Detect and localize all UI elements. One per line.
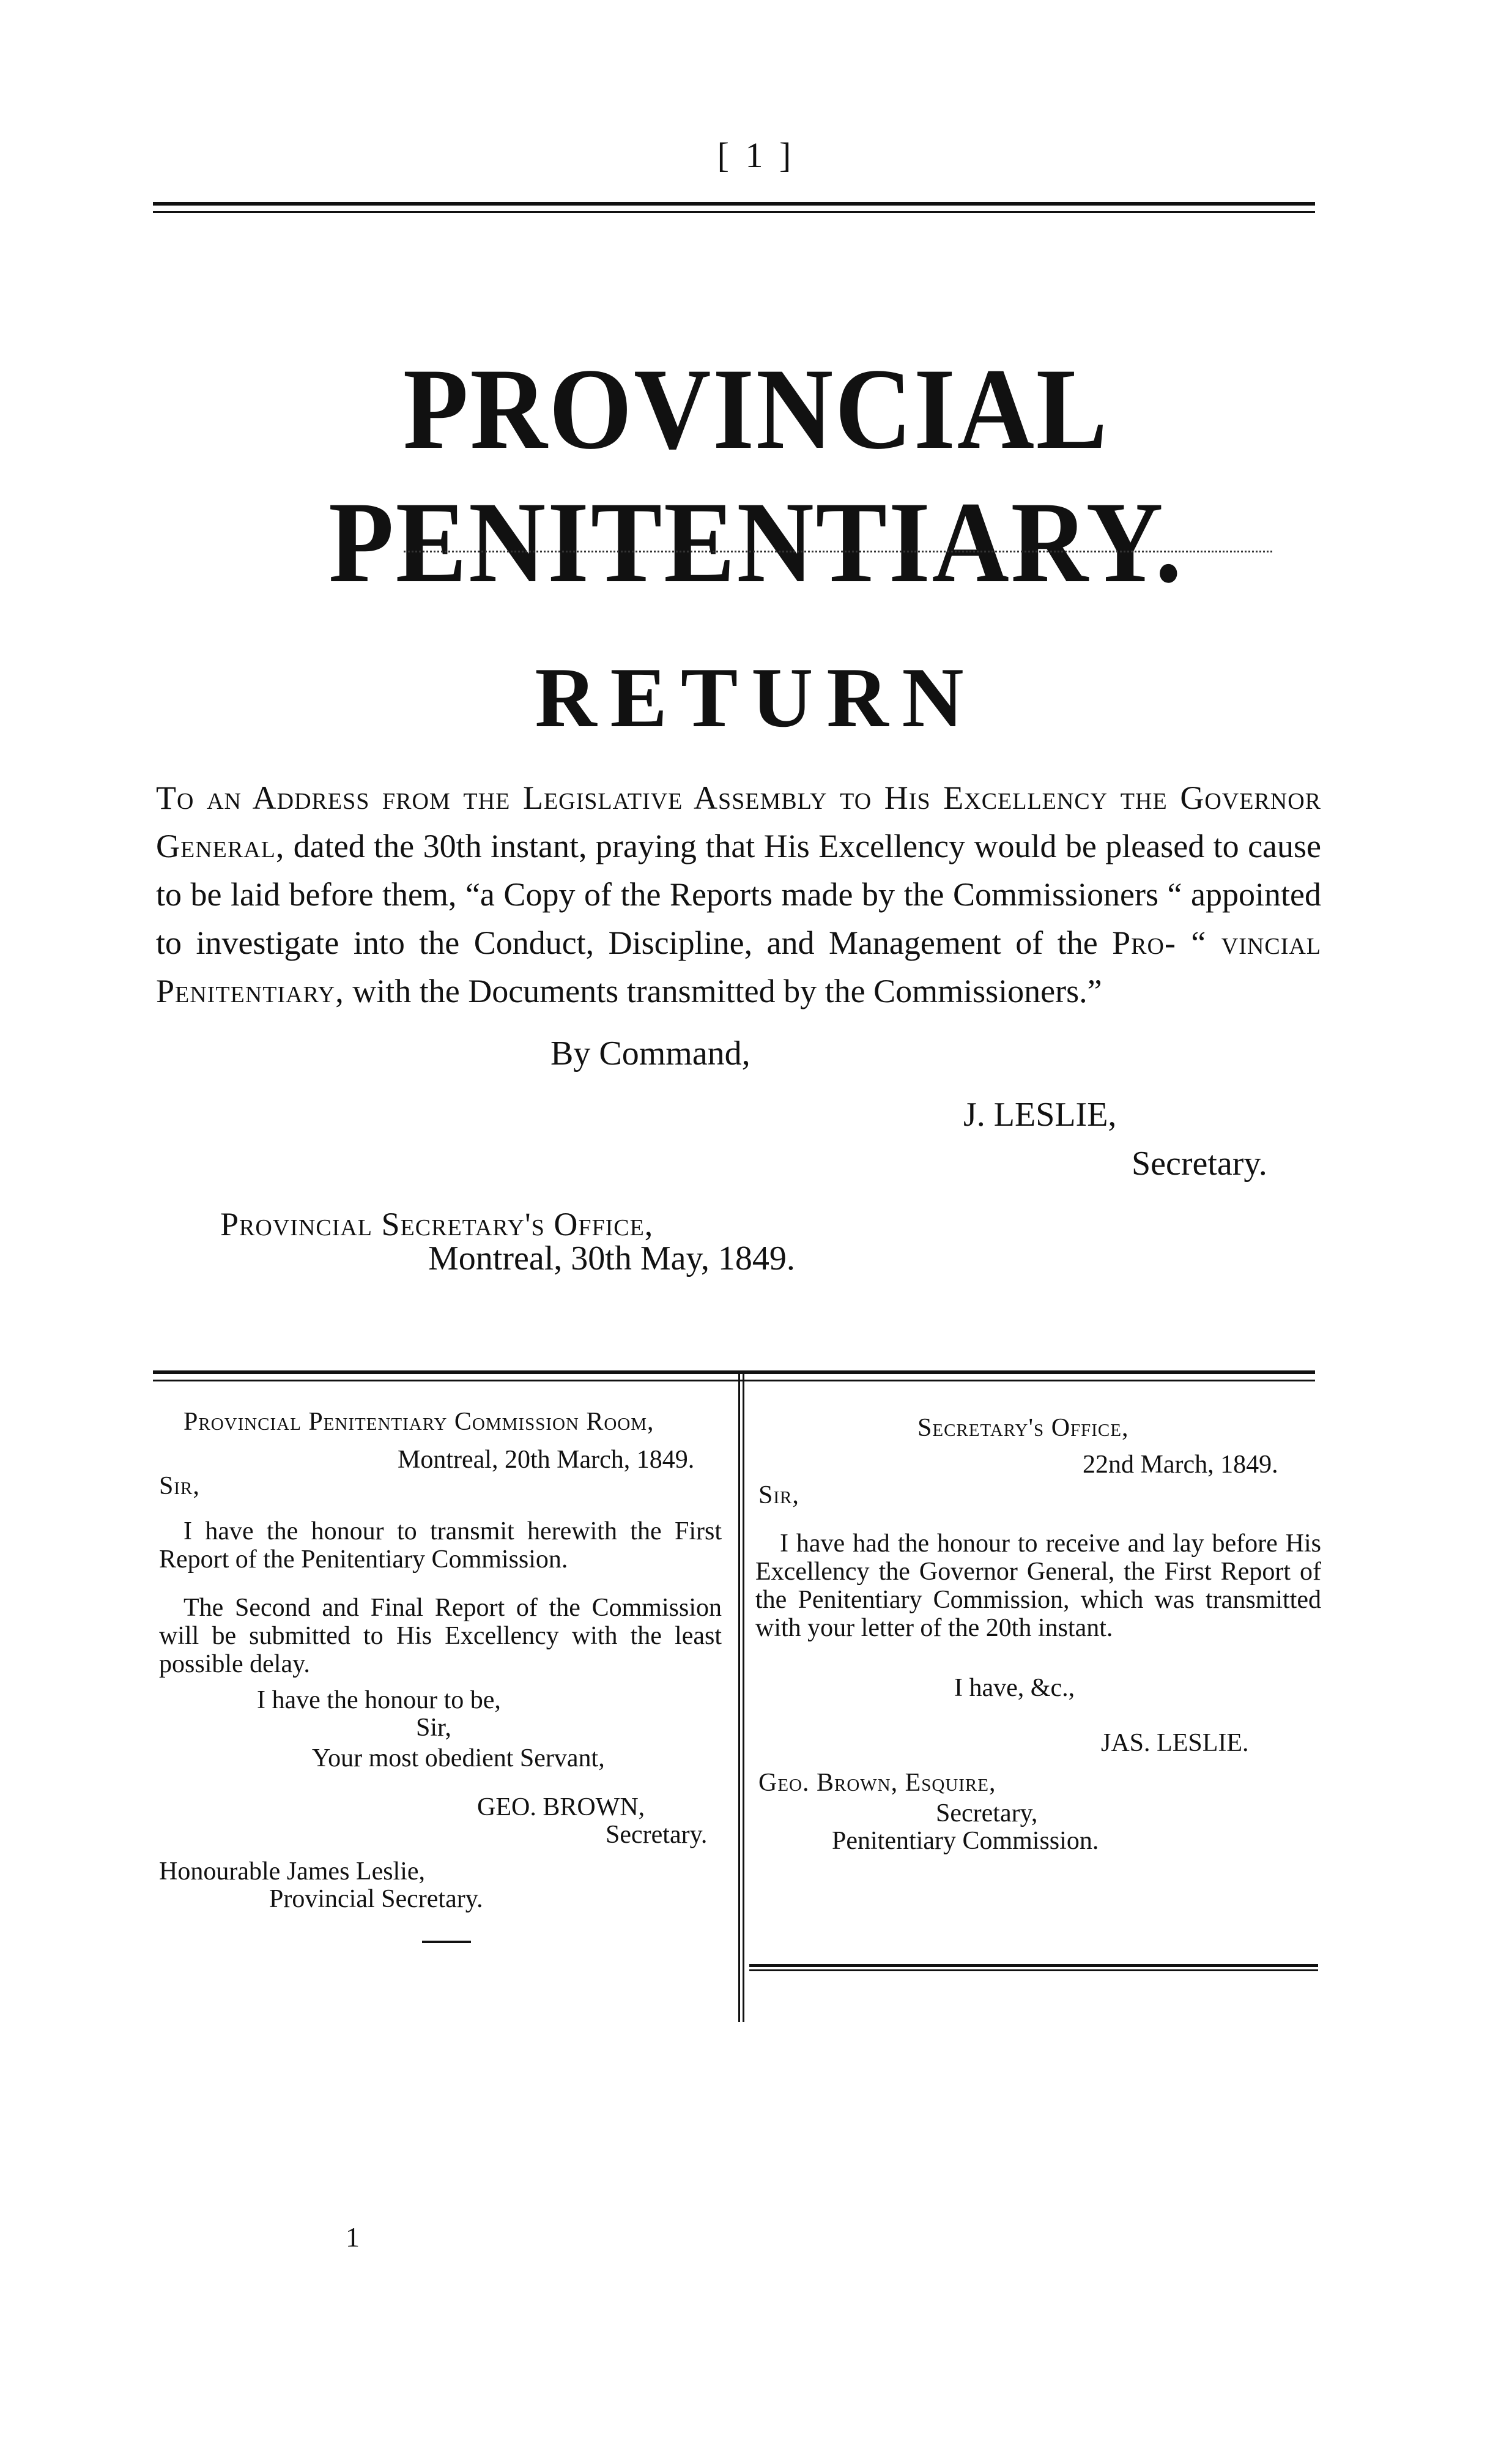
right-letter-salutation: Sir, xyxy=(758,1481,799,1509)
right-letter-signer: JAS. LESLIE. xyxy=(1101,1729,1249,1757)
left-letter-heading: Provincial Penitentiary Commission Room, xyxy=(183,1408,654,1436)
left-letter-closing1: I have the honour to be, xyxy=(257,1686,501,1714)
left-letter-para2: The Second and Final Report of the Commission will be submitted to His Excellency with the least possible delay. xyxy=(159,1594,722,1678)
right-letter-addressee: Geo. Brown, Esquire, xyxy=(758,1769,996,1797)
header-rule xyxy=(153,202,1315,213)
right-letter-closing: I have, &c., xyxy=(954,1674,1075,1702)
left-letter-signer: GEO. BROWN, xyxy=(477,1793,645,1821)
office-date: Montreal, 30th May, 1849. xyxy=(428,1240,795,1277)
left-letter-salutation: Sir, xyxy=(159,1472,200,1500)
return-heading: RETURN xyxy=(535,650,977,745)
right-letter-addressee-title2: Penitentiary Commission. xyxy=(832,1827,1099,1855)
column-divider xyxy=(738,1373,744,2022)
document-title: PROVINCIAL PENITENTIARY. xyxy=(328,345,1184,607)
office-name: Provincial Secretary's Office, xyxy=(220,1206,654,1243)
address-body: dated the 30th instant, praying that His Excellency would be pleased to cause to be laid before them, “a Copy of the Reports made by the Commissioners “ appointed to investigate into the Conduct, Discipline, and Management of the xyxy=(156,828,1321,961)
closing-dash xyxy=(422,1941,471,1943)
right-letter-bottom-rule xyxy=(749,1964,1318,1971)
signatory-name: J. LESLIE, xyxy=(963,1096,1117,1134)
right-letter-para1: I have had the honour to receive and lay before His Excellency the Governor General, the First Report of the Penitentiary Commission, which was transmitted with your letter of the 20th instant. xyxy=(755,1530,1321,1642)
address-institution: Pro- “ vincial Penitentiary, xyxy=(156,924,1321,1009)
right-letter-heading: Secretary's Office, xyxy=(917,1414,1129,1442)
left-letter-date: Montreal, 20th March, 1849. xyxy=(398,1446,695,1474)
left-letter-para1: I have the honour to transmit herewith the First Report of the Penitentiary Commission. xyxy=(159,1517,722,1574)
title-underline xyxy=(404,551,1272,552)
footer-mark: 1 xyxy=(346,2221,360,2253)
left-letter-addressee xyxy=(159,1857,425,1886)
address-intro: To an Address from the Legislative Assembly to His Excellency the Governor General, xyxy=(156,779,1321,864)
right-letter-date: 22nd March, 1849. xyxy=(1083,1451,1278,1479)
left-letter-closing3: Your most obedient Servant, xyxy=(312,1744,605,1772)
left-letter-signer-title: Secretary. xyxy=(606,1821,708,1849)
by-command: By Command, xyxy=(550,1035,750,1072)
address-end: with the Documents transmitted by the Commissioners.” xyxy=(344,973,1102,1009)
left-addressee-name: Honourable James Leslie, xyxy=(159,1857,426,1886)
left-letter-closing2: Sir, xyxy=(416,1714,451,1742)
signatory-title: Secretary. xyxy=(1132,1145,1267,1183)
address-paragraph xyxy=(156,774,1321,1016)
left-letter-addressee-title: Provincial Secretary. xyxy=(269,1885,483,1913)
right-letter-addressee-title1: Secretary, xyxy=(936,1799,1038,1827)
letters-top-rule xyxy=(153,1370,1315,1381)
page-number: [ 1 ] xyxy=(717,135,795,175)
